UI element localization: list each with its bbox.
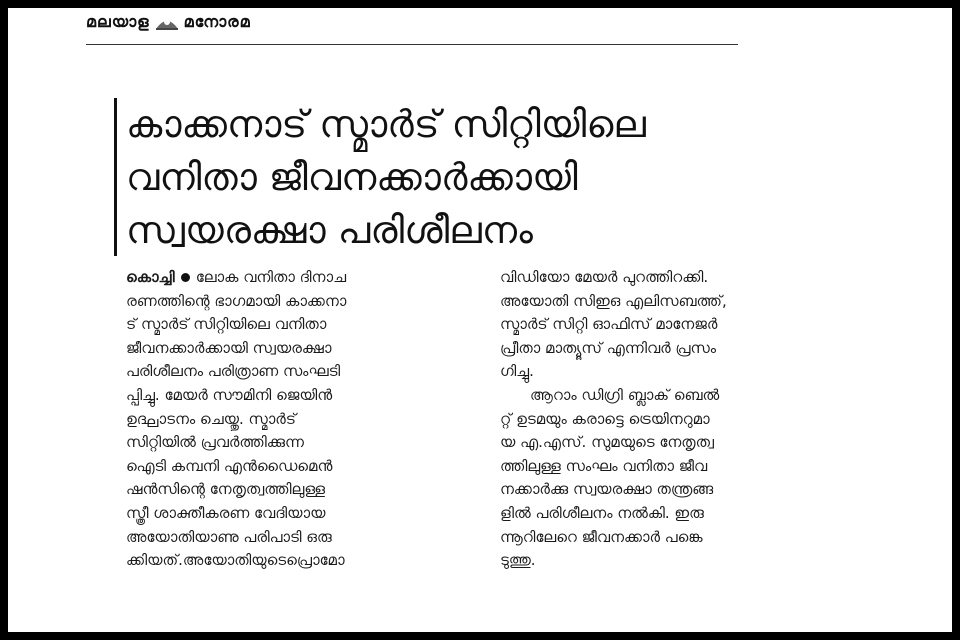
- headline: [126, 98, 766, 257]
- article-line: യ എ.എസ്. സുമയുടെ നേതൃത്വ: [500, 433, 714, 452]
- article-line: ഗിച്ചു.: [500, 362, 534, 381]
- article-line: ജീവനക്കാർക്കായി സ്വയരക്ഷാ: [126, 338, 332, 357]
- article-line: ക്കിയത്.അയോതിയുടെപ്രൊമോ: [126, 551, 345, 570]
- article-line: വിഡിയോ മേയർ പുറത്തിറക്കി.: [500, 268, 709, 286]
- article-line: പ്പിച്ചു. മേയർ സൗമിനി ജെയിൻ: [126, 385, 333, 404]
- article-line: സ്മാർട് സിറ്റി ഓഫിസ് മാനേജർ: [500, 315, 718, 334]
- article-line: ന്നൂറിലേറെ ജീവനക്കാർ പങ്കെ: [500, 527, 703, 546]
- masthead-emblem-icon: [154, 13, 180, 31]
- article-line: സിറ്റിയിൽ പ്രവർത്തിക്കുന്ന: [126, 433, 304, 452]
- article-text: ലോക വനിതാ ദിനാച: [195, 268, 347, 286]
- article-line: ഷൻസിന്റെ നേതൃത്വത്തിലുള്ള: [126, 480, 326, 499]
- article-line: [126, 266, 486, 290]
- masthead: [86, 12, 251, 32]
- newspaper-clipping: [8, 8, 952, 632]
- article-line: അയോതി സിഇഒ എലിസബത്ത്,: [500, 291, 727, 310]
- article-line: ആറാം ഡിഗ്രി ബ്ലാക് ബെൽ: [530, 385, 720, 404]
- article-line: സ്ത്രീ ശാക്തീകരണ വേദിയായ: [126, 503, 326, 522]
- article-line: പ്രീതാ മാത്യൂസ് എന്നിവർ പ്രസം: [500, 338, 717, 357]
- article-line: പരിശീലനം പരിത്രാണ സംഘടി: [126, 362, 341, 381]
- article-line: ത്തിലുള്ള സംഘം വനിതാ ജീവ: [500, 456, 708, 475]
- dateline: കൊച്ചി: [126, 268, 175, 286]
- masthead-rule: [86, 44, 738, 45]
- headline-bar: [114, 98, 117, 256]
- bullet-icon: [181, 273, 190, 282]
- headline-line: കാക്കനാട് സ്മാർട് സിറ്റിയിലെ: [126, 102, 646, 146]
- article-line: ട് സ്മാർട് സിറ്റിയിലെ വനിതാ: [126, 315, 327, 334]
- article-line: അയോതിയാണു പരിപാടി ഒരു: [126, 527, 332, 546]
- headline-line: സ്വയരക്ഷാ പരിശീലനം: [126, 208, 533, 252]
- article-line: ഉദ്ഘാടനം ചെയ്തു. സ്മാർട്: [126, 409, 296, 428]
- article-line: ഐടി കമ്പനി എൻഡൈമെൻ: [126, 456, 333, 475]
- article-line: നക്കാർക്കു സ്വയരക്ഷാ തന്ത്രങ്ങ: [500, 480, 714, 499]
- article-column-right: [500, 266, 800, 573]
- article-column-left: [126, 266, 486, 573]
- masthead-right: മനോരമ: [183, 12, 251, 31]
- masthead-left: മലയാള: [86, 12, 150, 31]
- article-line: ളിൽ പരിശീലനം നൽകി. ഇരു: [500, 503, 704, 522]
- article-line: ടുത്തു.: [500, 551, 536, 570]
- article-line: റ്റ് ഉടമയും കരാട്ടെ ട്രെയിനറുമാ: [500, 409, 710, 428]
- article-line: രണത്തിന്റെ ഭാഗമായി കാക്കനാ: [126, 291, 347, 310]
- headline-line: വനിതാ ജീവനക്കാർക്കായി: [126, 155, 578, 199]
